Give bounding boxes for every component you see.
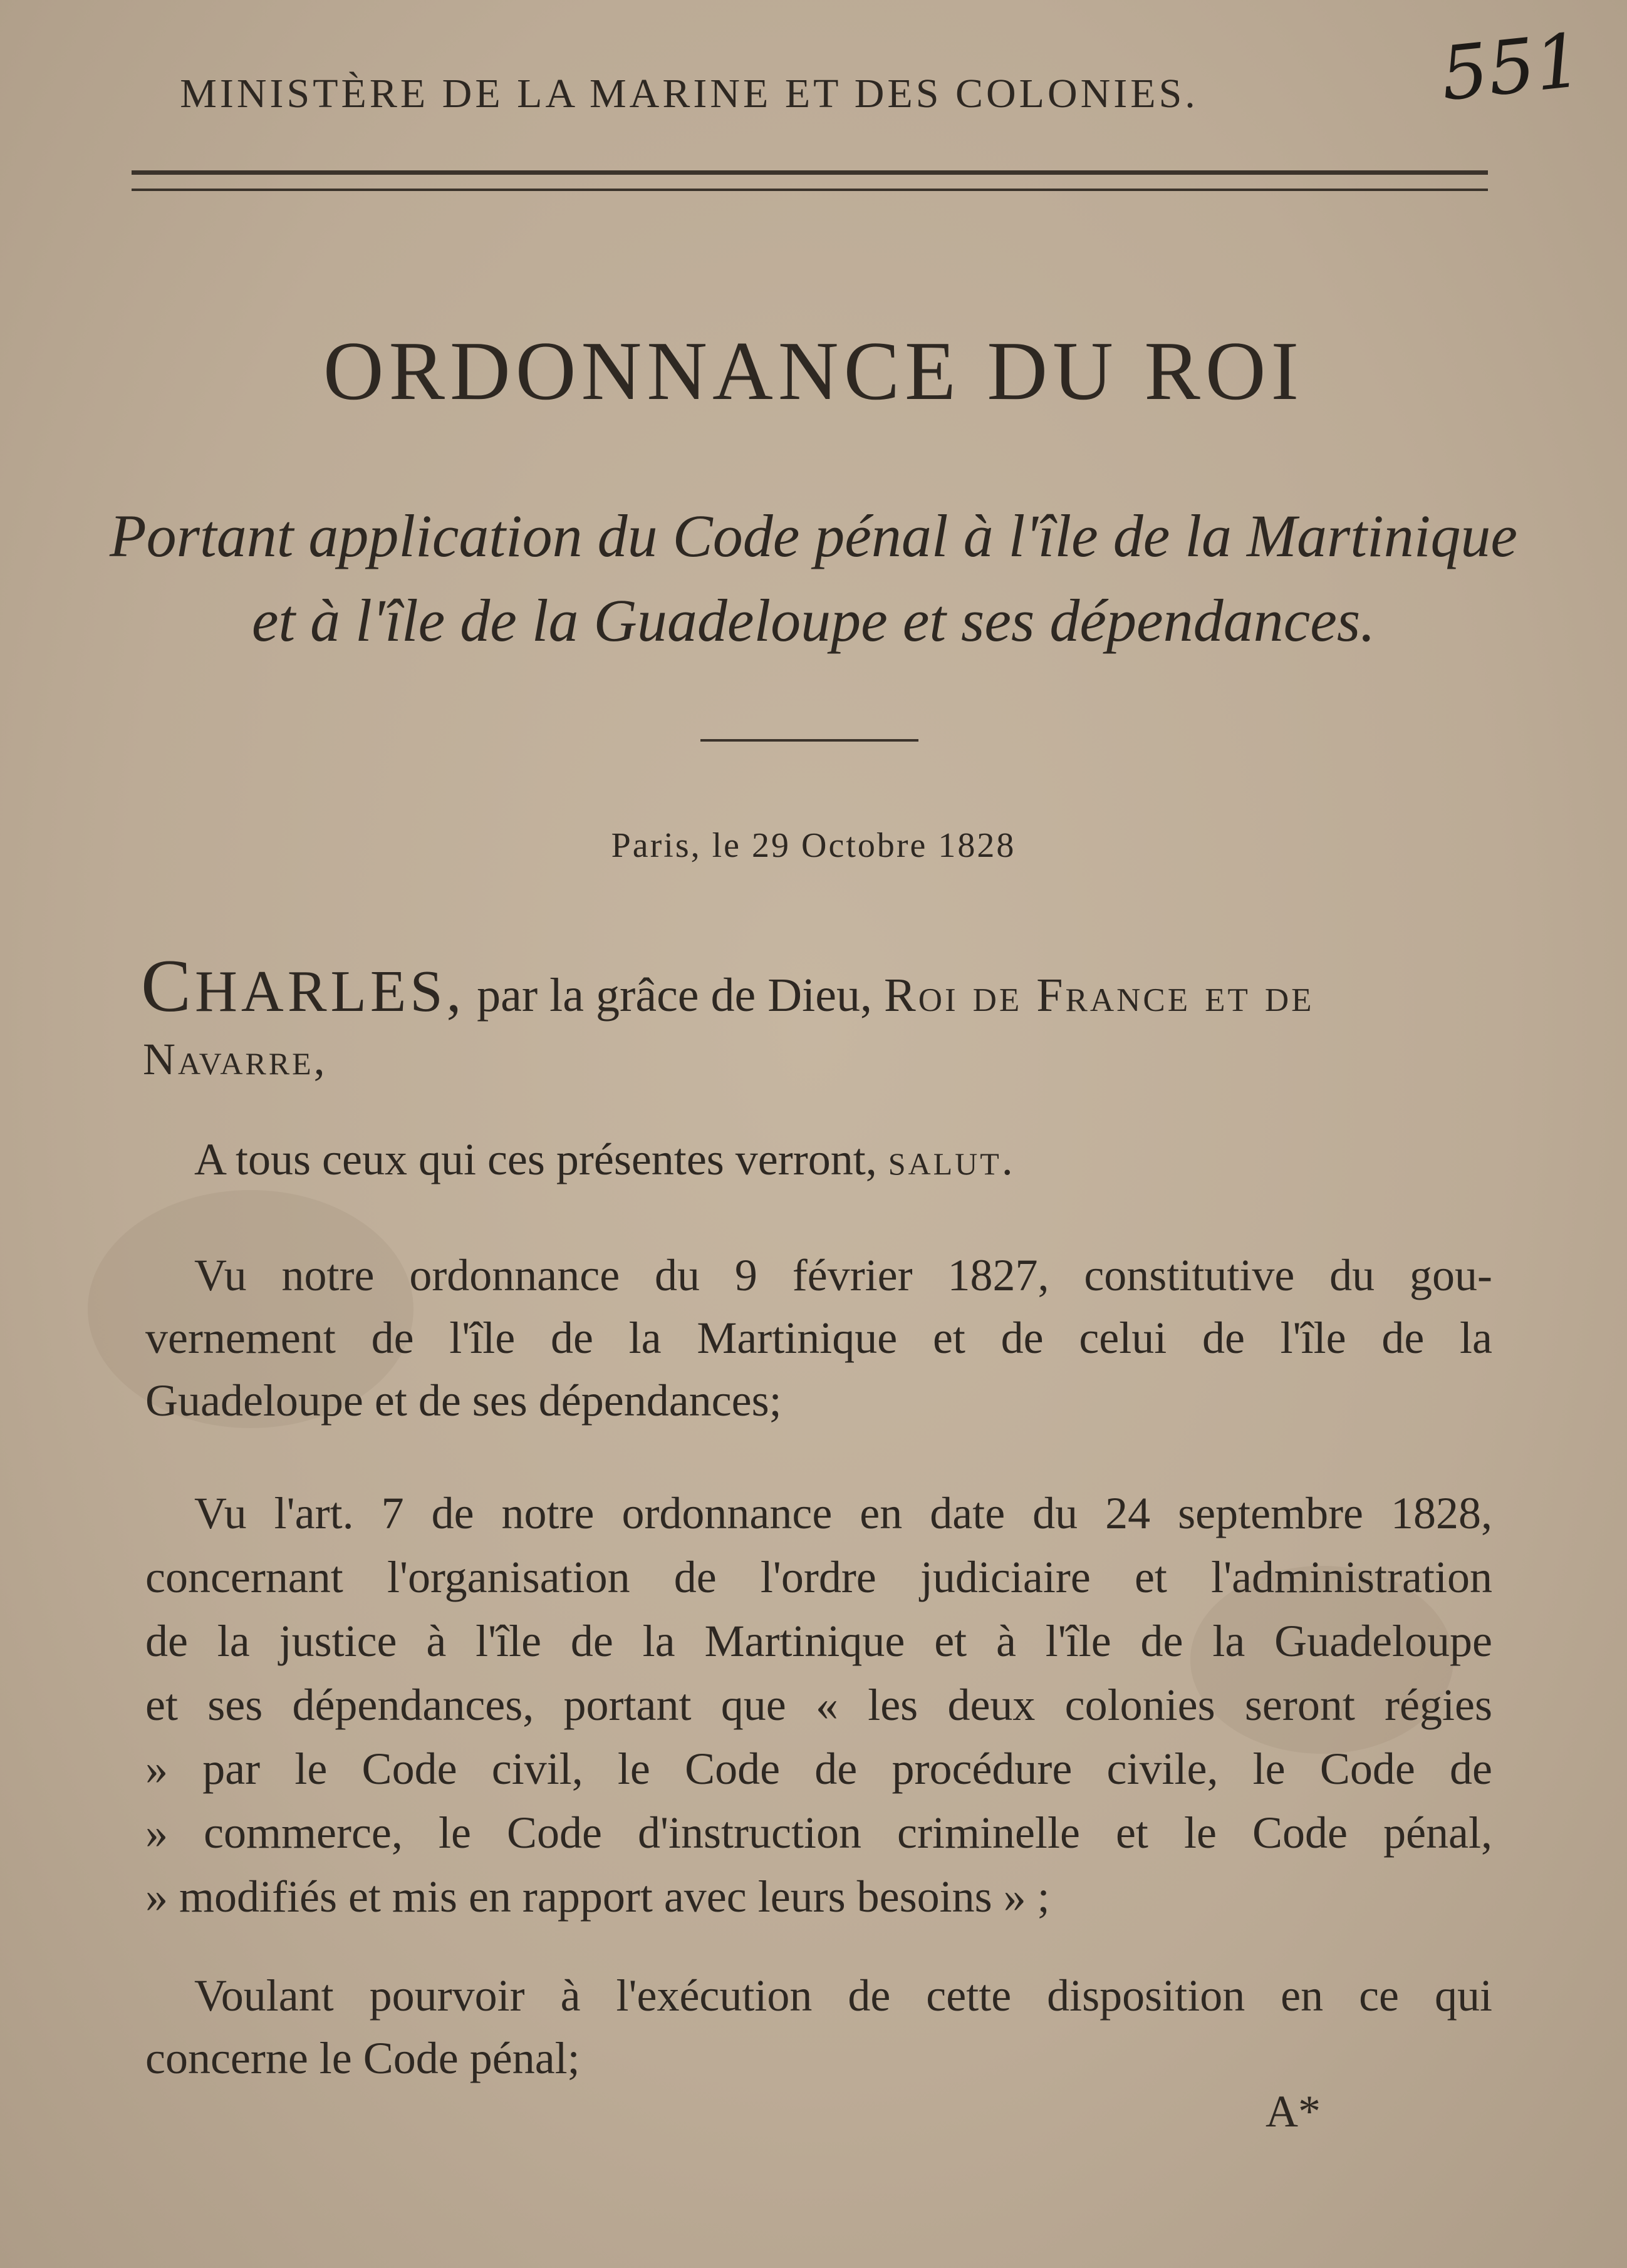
p2-line-3: de la justice à l'île de la Martinique et à l'île de la Guadeloupe bbox=[145, 1616, 1492, 1666]
p3-line-2: concerne le Code pénal; bbox=[145, 2033, 580, 2083]
p2-line-6: » commerce, le Code d'instruction criminelle et le Code pénal, bbox=[145, 1808, 1492, 1858]
section-divider bbox=[700, 739, 918, 742]
document-title: ORDONNANCE DU ROI bbox=[323, 324, 1304, 417]
ministry-header: MINISTÈRE DE LA MARINE ET DES COLONIES. bbox=[180, 71, 1198, 117]
folio-number: 551 bbox=[1437, 16, 1586, 118]
p1-line-1: Vu notre ordonnance du 9 février 1827, constitutive du gou- bbox=[194, 1250, 1492, 1300]
p2-line-2: concernant l'organisation de l'ordre judiciaire et l'administration bbox=[145, 1552, 1492, 1602]
salut-line: A tous ceux qui ces présentes verront, salut. bbox=[194, 1134, 1016, 1184]
p2-line-5: » par le Code civil, le Code de procédure civile, le Code de bbox=[145, 1744, 1492, 1794]
p1-line-2: vernement de l'île de la Martinique et de celui de l'île de la bbox=[145, 1313, 1492, 1363]
grace-text: par la grâce de Dieu, bbox=[465, 969, 884, 1022]
subtitle-line-1: Portant application du Code pénal à l'île de la Martinique bbox=[110, 502, 1517, 569]
p1-line-3: Guadeloupe et de ses dépendances; bbox=[145, 1375, 782, 1426]
date-line: Paris, le 29 Octobre 1828 bbox=[611, 826, 1016, 865]
header-double-rule bbox=[132, 170, 1488, 191]
p2-line-1: Vu l'art. 7 de notre ordonnance en date du 24 septembre 1828, bbox=[194, 1488, 1492, 1538]
p3-line-1: Voulant pourvoir à l'exécution de cette disposition en ce qui bbox=[194, 1970, 1492, 2021]
p2-line-7: » modifiés et mis en rapport avec leurs besoins » ; bbox=[145, 1872, 1050, 1922]
p2-line-4: et ses dépendances, portant que « les deux colonies seront régies bbox=[145, 1680, 1492, 1730]
royal-title: Roi de France et de bbox=[884, 969, 1314, 1022]
king-name: CHARLES, bbox=[141, 944, 465, 1027]
preamble-charles-line bbox=[141, 943, 1488, 1029]
signature-mark: A* bbox=[1266, 2086, 1321, 2136]
salut-word: salut. bbox=[888, 1134, 1016, 1184]
subtitle-line-2: et à l'île de la Guadeloupe et ses dépendances. bbox=[251, 587, 1376, 654]
preamble-navarre: Navarre, bbox=[143, 1034, 328, 1084]
